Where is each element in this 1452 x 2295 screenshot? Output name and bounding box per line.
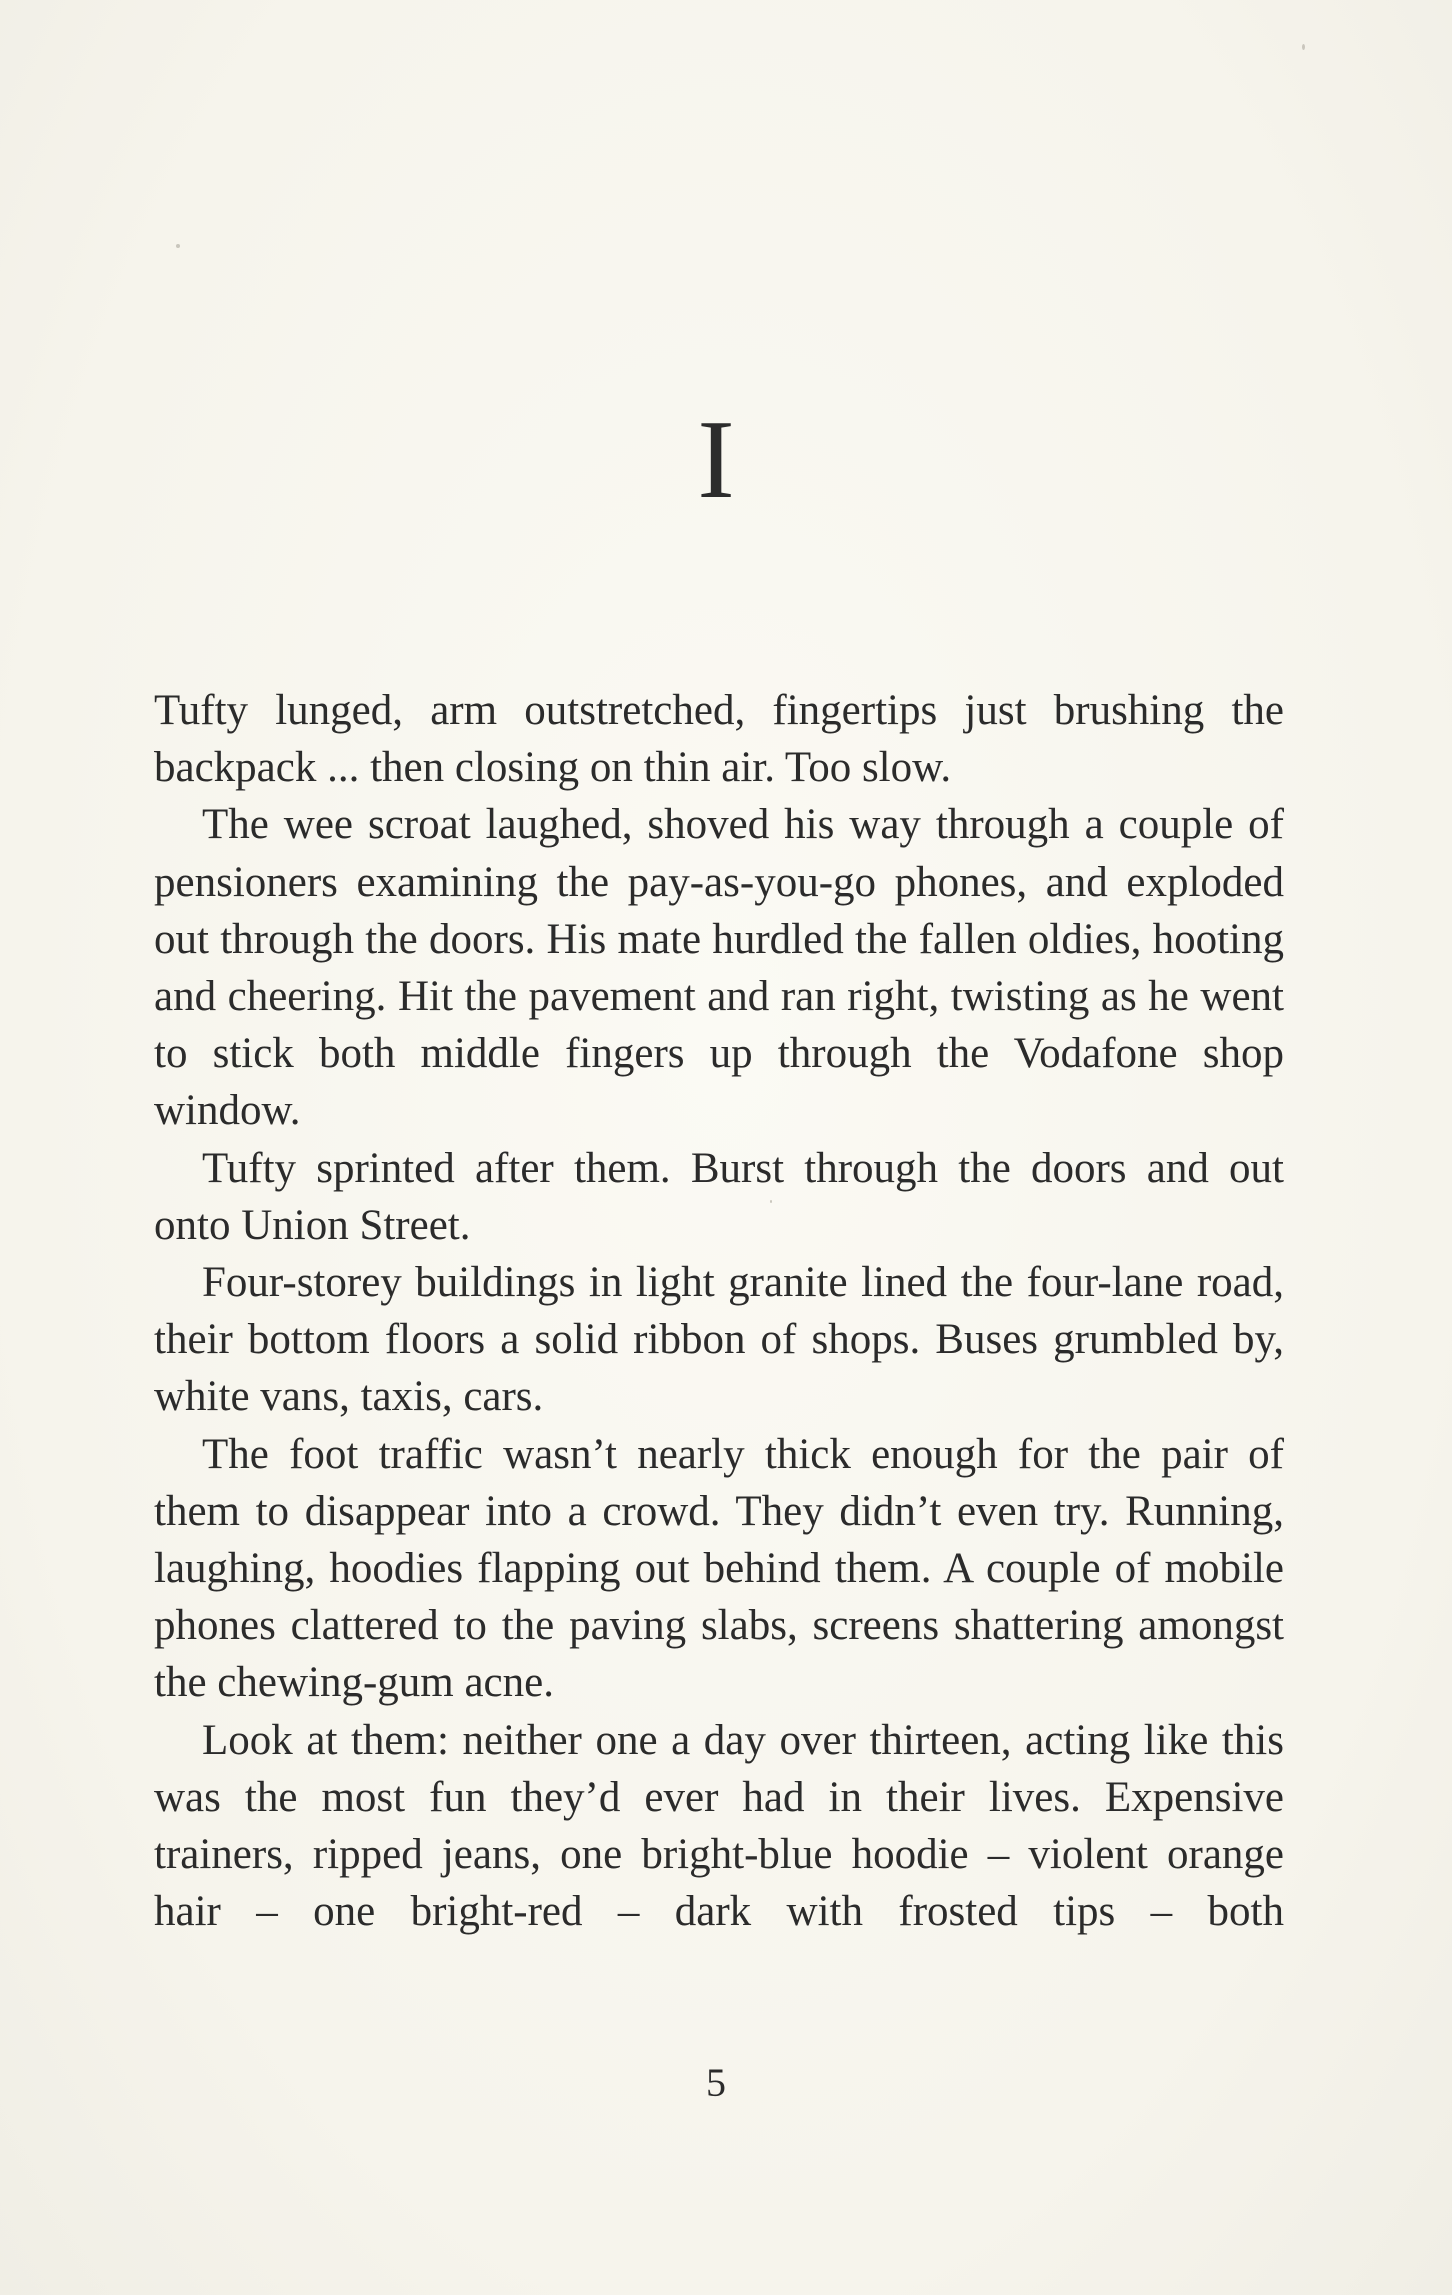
chapter-number: I [697, 398, 735, 522]
paper-speck [1302, 44, 1305, 50]
paragraph: Tufty sprinted after them. Burst through the doors and out onto Union Street. [154, 1144, 1284, 1249]
paragraph: Look at them: neither one a day over thirteen, acting like this was the most fun they’d ever had in their lives. Expensive trainers, ripped jeans, one bright-blue hoodie – violent orange hair – one bright-red – dark with frosted tips – both [154, 1716, 1284, 1936]
paragraph: Four-storey buildings in light granite lined the four-lane road, their bottom floors a solid ribbon of shops. Buses grumbled by, white vans, taxis, cars. [154, 1259, 1284, 1421]
paragraph: The wee scroat laughed, shoved his way through a couple of pensioners examining the pay-as-you-go phones, and exploded out through the doors. His mate hurdled the fallen oldies, hooting and cheering. Hit the pavement and ran right, twisting as he went to stick both middle fingers up through the Vodafone shop window. [154, 801, 1284, 1135]
chapter-body [154, 682, 1284, 1940]
paragraph: Tufty lunged, arm outstretched, fingertips just brushing the backpack ... then closing on thin air. Too slow. [154, 687, 1284, 792]
page-number: 5 [706, 2060, 726, 2105]
paper-speck [176, 244, 180, 248]
paragraph: The foot traffic wasn’t nearly thick enough for the pair of them to disappear into a crowd. They didn’t even try. Running, laughing, hoodies flapping out behind them. A couple of mobile phones clattered to the paving slabs, screens shattering amongst the chewing-gum acne. [154, 1430, 1284, 1707]
